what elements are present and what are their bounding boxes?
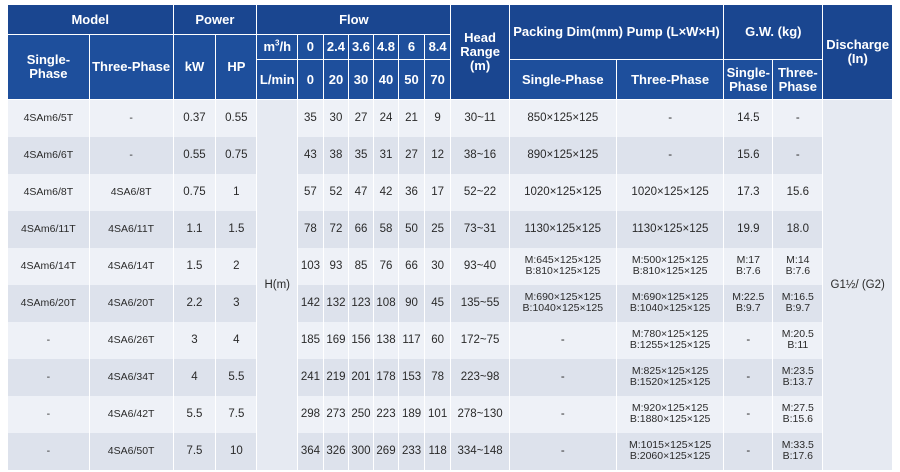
packing-single-phase <box>509 285 616 322</box>
head-value: 326 <box>323 433 349 470</box>
gw-single-phase <box>724 322 773 359</box>
head-value: 60 <box>424 322 451 359</box>
power-kw: 4 <box>173 359 216 396</box>
packing-three-phase-line: B:810×125×125 <box>632 265 708 277</box>
power-header: Power <box>173 5 257 35</box>
head-value: 25 <box>424 211 451 248</box>
head-value: 118 <box>424 433 451 470</box>
head-value: 27 <box>349 100 374 137</box>
m3h-unit-header: $m^3/h$ <box>257 35 298 60</box>
gw-single-phase <box>724 285 773 322</box>
packing-three-phase <box>616 100 723 137</box>
model-three-phase: 4SA6/50T <box>89 433 173 470</box>
gw-single-phase-line: 15.6 <box>737 149 760 161</box>
packing-three-phase-line: 1130×125×125 <box>631 223 709 235</box>
head-value: 269 <box>373 433 399 470</box>
packing-three-phase-line: M:690×125×125 <box>631 291 709 303</box>
head-value: 52 <box>323 174 349 211</box>
packing-three-phase <box>616 396 723 433</box>
model-three-phase: - <box>89 100 173 137</box>
packing-three-phase <box>616 248 723 285</box>
gw-three-phase-line: B:11 <box>787 339 809 351</box>
head-value: 66 <box>349 211 374 248</box>
head-value: 31 <box>373 137 399 174</box>
flow-lmin-value: 0 <box>298 60 324 100</box>
flow-lmin-value: 30 <box>349 60 374 100</box>
gw-three-phase <box>773 396 823 433</box>
table-row <box>8 248 893 285</box>
gw-single-phase <box>724 174 773 211</box>
gw-three-phase <box>773 174 823 211</box>
head-value: 103 <box>298 248 324 285</box>
head-value: 300 <box>349 433 374 470</box>
head-range: 334~148 <box>451 433 509 470</box>
packing-single-phase-line: 890×125×125 <box>527 149 599 161</box>
head-value: 58 <box>373 211 399 248</box>
packing-three-phase <box>616 433 723 470</box>
gw-three-phase <box>773 322 823 359</box>
power-hp: 1 <box>216 174 257 211</box>
packing-header: Packing Dim(mm) Pump (L×W×H) <box>509 5 724 60</box>
head-range: 52~22 <box>451 174 509 211</box>
power-kw: 1.1 <box>173 211 216 248</box>
head-range: 73~31 <box>451 211 509 248</box>
gw-three-phase-line: M:23.5 <box>781 365 814 377</box>
model-three-phase: - <box>89 137 173 174</box>
packing-three-phase-line: B:1520×125×125 <box>629 376 711 388</box>
model-three-phase: 4SA6/26T <box>89 322 173 359</box>
gw-three-phase <box>773 359 823 396</box>
table-row <box>8 211 893 248</box>
head-value: 273 <box>323 396 349 433</box>
discharge-cell: G1½/ (G2) <box>823 100 893 470</box>
gw-single-phase <box>724 248 773 285</box>
gw-single-phase <box>724 433 773 470</box>
head-value: 72 <box>323 211 349 248</box>
model-single-phase: 4SAm6/6T <box>8 137 90 174</box>
head-value: 12 <box>424 137 451 174</box>
head-value: 57 <box>298 174 324 211</box>
head-value: 45 <box>424 285 451 322</box>
packing-three-phase-line: M:825×125×125 <box>631 365 709 377</box>
flow-m3h-value: 6 <box>399 35 425 60</box>
gw-three-phase-header: Three-Phase <box>773 60 823 100</box>
head-value: 241 <box>298 359 324 396</box>
packing-three-phase <box>616 174 723 211</box>
gw-three-phase-line: M:14 <box>786 254 810 266</box>
table-row <box>8 433 893 470</box>
gw-single-phase-line: B:9.7 <box>736 302 761 314</box>
packing-three-phase-line: M:780×125×125 <box>631 328 709 340</box>
gw-three-phase-line: - <box>795 112 800 125</box>
packing-three-phase-line: - <box>668 149 673 161</box>
head-value: 24 <box>373 100 399 137</box>
gw-three-phase-line: B:15.6 <box>782 413 813 425</box>
gw-three-phase-line: B:9.7 <box>785 302 811 314</box>
spec-table-body <box>8 100 893 470</box>
head-range: 278~130 <box>451 396 509 433</box>
head-value: 201 <box>349 359 374 396</box>
gw-three-phase-line: - <box>795 149 800 161</box>
power-hp: 7.5 <box>216 396 257 433</box>
gw-single-phase-line: 14.5 <box>737 112 760 125</box>
flow-lmin-value: 40 <box>373 60 399 100</box>
packing-three-phase <box>616 211 723 248</box>
head-value: 27 <box>399 137 425 174</box>
model-single-phase: - <box>8 322 90 359</box>
packing-three-phase-line: B:1880×125×125 <box>629 413 711 425</box>
packing-single-phase <box>509 396 616 433</box>
packing-three-phase <box>616 359 723 396</box>
head-value: 78 <box>298 211 324 248</box>
packing-single-phase <box>509 211 616 248</box>
packing-single-phase-line: M:690×125×125 <box>524 291 602 303</box>
head-unit-cell: H(m) <box>257 100 298 470</box>
gw-three-phase-line: B:17.6 <box>782 450 813 462</box>
power-hp: 1.5 <box>216 211 257 248</box>
head-value: 78 <box>424 359 451 396</box>
gw-single-phase <box>724 137 773 174</box>
packing-three-phase-line: B:1040×125×125 <box>629 302 711 314</box>
gw-single-phase <box>724 100 773 137</box>
head-value: 169 <box>323 322 349 359</box>
flow-m3h-value: 4.8 <box>373 35 399 60</box>
table-row <box>8 396 893 433</box>
gw-three-phase <box>773 433 823 470</box>
packing-single-phase-line: 1020×125×125 <box>524 186 602 198</box>
power-kw: 7.5 <box>173 433 216 470</box>
gw-single-phase-line: - <box>746 408 751 420</box>
model-single-phase: 4SAm6/11T <box>8 211 90 248</box>
gw-single-phase-line: - <box>746 445 751 457</box>
head-value: 219 <box>323 359 349 396</box>
gw-single-phase-line: B:7.6 <box>736 265 761 277</box>
model-single-phase-header: Single-Phase <box>8 35 90 100</box>
flow-lmin-value: 50 <box>399 60 425 100</box>
power-kw: 0.37 <box>173 100 216 137</box>
flow-header: Flow <box>257 5 451 35</box>
head-value: 36 <box>399 174 425 211</box>
flow-m3h-value: 0 <box>298 35 324 60</box>
head-range: 172~75 <box>451 322 509 359</box>
gw-three-phase <box>773 100 823 137</box>
head-value: 30 <box>424 248 451 285</box>
head-value: 189 <box>399 396 425 433</box>
gw-three-phase-line: 15.6 <box>786 186 810 198</box>
model-three-phase: 4SA6/34T <box>89 359 173 396</box>
packing-single-phase <box>509 137 616 174</box>
head-value: 93 <box>323 248 349 285</box>
head-value: 250 <box>349 396 374 433</box>
power-kw: 5.5 <box>173 396 216 433</box>
hp-header: HP <box>216 35 257 100</box>
head-value: 298 <box>298 396 324 433</box>
power-hp: 3 <box>216 285 257 322</box>
table-row <box>8 100 893 137</box>
gw-three-phase-line: M:20.5 <box>781 328 814 340</box>
flow-lmin-value: 70 <box>424 60 451 100</box>
head-value: 42 <box>373 174 399 211</box>
gw-single-phase-line: M:22.5 <box>732 291 765 303</box>
flow-m3h-value: 3.6 <box>349 35 374 60</box>
gw-header: G.W. (kg) <box>724 5 823 60</box>
head-value: 21 <box>399 100 425 137</box>
head-range: 38~16 <box>451 137 509 174</box>
head-value: 66 <box>399 248 425 285</box>
packing-single-phase-line: - <box>560 408 565 420</box>
power-hp: 2 <box>216 248 257 285</box>
gw-single-phase <box>724 396 773 433</box>
packing-single-phase-line: M:645×125×125 <box>524 254 602 266</box>
gw-single-phase-line: - <box>746 334 751 346</box>
pump-spec-table <box>7 4 893 470</box>
head-value: 117 <box>399 322 425 359</box>
head-value: 185 <box>298 322 324 359</box>
lmin-unit-header: L/min <box>257 60 298 100</box>
power-hp: 0.55 <box>216 100 257 137</box>
packing-single-phase-line: 850×125×125 <box>527 112 599 125</box>
table-row <box>8 359 893 396</box>
head-value: 233 <box>399 433 425 470</box>
model-three-phase: 4SA6/8T <box>89 174 173 211</box>
flow-lmin-value: 20 <box>323 60 349 100</box>
power-kw: 3 <box>173 322 216 359</box>
gw-three-phase-line: 18.0 <box>786 223 810 235</box>
head-value: 101 <box>424 396 451 433</box>
packing-three-phase <box>616 322 723 359</box>
power-kw: 0.75 <box>173 174 216 211</box>
table-row <box>8 174 893 211</box>
gw-single-phase <box>724 359 773 396</box>
flow-m3h-value: 2.4 <box>323 35 349 60</box>
packing-single-phase-line: B:810×125×125 <box>525 265 601 277</box>
gw-three-phase-line: B:13.7 <box>782 376 813 388</box>
head-value: 43 <box>298 137 324 174</box>
packing-single-phase <box>509 322 616 359</box>
gw-three-phase <box>773 137 823 174</box>
power-kw: 1.5 <box>173 248 216 285</box>
head-value: 76 <box>373 248 399 285</box>
power-kw: 2.2 <box>173 285 216 322</box>
model-three-phase: 4SA6/20T <box>89 285 173 322</box>
head-value: 123 <box>349 285 374 322</box>
packing-three-phase-header: Three-Phase <box>616 60 723 100</box>
packing-three-phase <box>616 285 723 322</box>
packing-single-phase <box>509 174 616 211</box>
gw-three-phase <box>773 285 823 322</box>
model-single-phase: - <box>8 433 90 470</box>
gw-three-phase-line: M:33.5 <box>781 439 814 451</box>
packing-three-phase-line: M:1015×125×125 <box>628 439 712 451</box>
flow-m3h-value: 8.4 <box>424 35 451 60</box>
gw-single-phase <box>724 211 773 248</box>
packing-three-phase-line: B:1255×125×125 <box>629 339 711 351</box>
model-single-phase: 4SAm6/20T <box>8 285 90 322</box>
model-three-phase-header: Three-Phase <box>89 35 173 100</box>
discharge-header: Discharge (In) <box>823 5 893 100</box>
packing-single-phase-line: B:1040×125×125 <box>522 302 604 314</box>
packing-three-phase-line: - <box>668 112 673 125</box>
gw-single-phase-line: - <box>746 371 751 383</box>
head-range: 223~98 <box>451 359 509 396</box>
head-value: 108 <box>373 285 399 322</box>
model-single-phase: 4SAm6/8T <box>8 174 90 211</box>
head-value: 35 <box>298 100 324 137</box>
packing-single-phase-header: Single-Phase <box>509 60 616 100</box>
head-value: 85 <box>349 248 374 285</box>
head-value: 17 <box>424 174 451 211</box>
packing-single-phase-line: - <box>560 334 565 346</box>
head-value: 138 <box>373 322 399 359</box>
model-three-phase: 4SA6/42T <box>89 396 173 433</box>
packing-single-phase <box>509 100 616 137</box>
gw-single-phase-line: 19.9 <box>737 223 760 235</box>
packing-single-phase-line: 1130×125×125 <box>524 223 602 235</box>
gw-three-phase <box>773 248 823 285</box>
packing-single-phase-line: - <box>560 445 565 457</box>
head-range: 30~11 <box>451 100 509 137</box>
gw-three-phase-line: M:16.5 <box>781 291 814 303</box>
packing-single-phase <box>509 248 616 285</box>
head-value: 153 <box>399 359 425 396</box>
gw-single-phase-header: Single-Phase <box>724 60 773 100</box>
head-value: 90 <box>399 285 425 322</box>
head-range: 93~40 <box>451 248 509 285</box>
gw-three-phase <box>773 211 823 248</box>
table-row <box>8 285 893 322</box>
packing-three-phase-line: B:2060×125×125 <box>629 450 711 462</box>
model-single-phase: - <box>8 396 90 433</box>
head-value: 38 <box>323 137 349 174</box>
power-hp: 0.75 <box>216 137 257 174</box>
model-three-phase: 4SA6/14T <box>89 248 173 285</box>
packing-three-phase-line: M:920×125×125 <box>631 402 709 414</box>
kw-header: kW <box>173 35 216 100</box>
head-value: 132 <box>323 285 349 322</box>
model-single-phase: 4SAm6/14T <box>8 248 90 285</box>
head-range: 135~55 <box>451 285 509 322</box>
head-value: 30 <box>323 100 349 137</box>
power-kw: 0.55 <box>173 137 216 174</box>
head-value: 364 <box>298 433 324 470</box>
head-value: 223 <box>373 396 399 433</box>
table-row <box>8 322 893 359</box>
model-header: Model <box>8 5 174 35</box>
head-range-header: Head Range (m) <box>451 5 509 100</box>
power-hp: 5.5 <box>216 359 257 396</box>
power-hp: 10 <box>216 433 257 470</box>
gw-three-phase-line: B:7.6 <box>785 265 811 277</box>
gw-three-phase-line: M:27.5 <box>781 402 814 414</box>
model-single-phase: 4SAm6/5T <box>8 100 90 137</box>
head-value: 50 <box>399 211 425 248</box>
packing-single-phase <box>509 433 616 470</box>
head-value: 9 <box>424 100 451 137</box>
table-row <box>8 137 893 174</box>
packing-three-phase-line: M:500×125×125 <box>631 254 709 266</box>
packing-single-phase <box>509 359 616 396</box>
gw-single-phase-line: 17.3 <box>737 186 760 198</box>
packing-single-phase-line: - <box>560 371 565 383</box>
power-hp: 4 <box>216 322 257 359</box>
head-value: 178 <box>373 359 399 396</box>
model-single-phase: - <box>8 359 90 396</box>
gw-single-phase-line: M:17 <box>736 254 760 266</box>
packing-three-phase <box>616 137 723 174</box>
head-value: 142 <box>298 285 324 322</box>
model-three-phase: 4SA6/11T <box>89 211 173 248</box>
head-value: 47 <box>349 174 374 211</box>
packing-three-phase-line: 1020×125×125 <box>631 186 709 198</box>
head-value: 35 <box>349 137 374 174</box>
head-value: 156 <box>349 322 374 359</box>
